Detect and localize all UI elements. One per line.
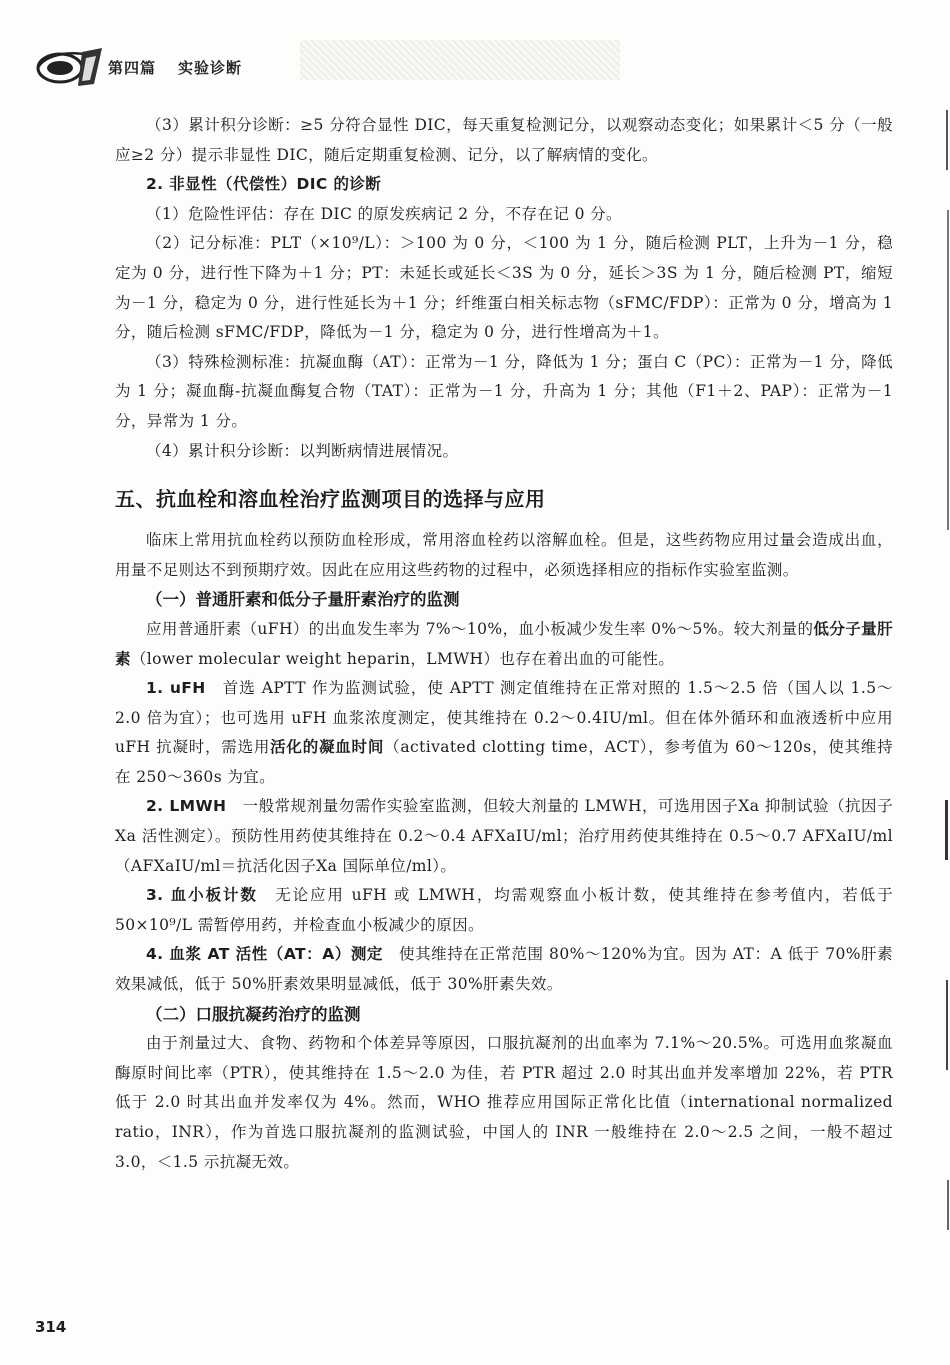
paragraph-ufh: 1. uFH 首选 APTT 作为监测试验，使 APTT 测定值维持在正常对照的 1.5～2.5 倍（国人以 1.5～2.0 倍为宜）；也可选用 uFH 血浆浓度测定，使其维持在 0.2～0.4IU/ml。但在体外循环和血液透析中应用 uFH 抗凝时，需选用活化的凝血时间（activated clotting time，ACT），参考值为 60～120s，使其维持在 250～360s 为宜。 [115,679,893,786]
paragraph-lmwh: 2. LMWH 一般常规剂量勿需作实验室监测，但较大剂量的 LMWH，可选用因子Ⅹa 抑制试验（抗因子Ⅹa 活性测定）。预防性用药使其维持在 0.2～0.4 AFⅩaIU/ml；治疗用药使其维持在 0.5～0.7 AFⅩaIU/ml（AFⅩaIU/ml＝抗活化因子Ⅹa 国际单位/ml）。 [115,797,893,875]
subheading-nonovert-dic: 2. 非显性（代偿性）DIC 的诊断 [146,175,382,194]
paragraph-section-intro: 临床上常用抗血栓药以预防血栓形成，常用溶血栓药以溶解血栓。但是，这些药物应用过量会造成出血，用量不足则达不到预期疗效。因此在应用这些药物的过程中，必须选择相应的指标作实验室监测。 [115,531,893,579]
paragraph-cumulative-score: （3）累计积分诊断：≥5 分符合显性 DIC，每天重复检测记分，以观察动态变化；如果累计＜5 分（一般应≥2 分）提示非显性 DIC，随后定期重复检测、记分，以了解病情的变化。 [115,116,893,164]
paragraph-special-tests: （3）特殊检测标准：抗凝血酶（AT）：正常为－1 分，降低为 1 分；蛋白 C（PC）：正常为－1 分，降低为 1 分；凝血酶-抗凝血酶复合物（TAT）：正常为－1 分，升高为 1 分；其他（F1＋2、PAP）：正常为－1 分，异常为 1 分。 [115,352,893,430]
book-series-logo-icon [34,44,104,88]
page-header [0,0,950,105]
paragraph-oral-anticoagulant: 由于剂量过大、食物、药物和个体差异等原因，口服抗凝剂的出血率为 7.1%～20.5%。可选用血浆凝血酶原时间比率（PTR），使其维持在 1.5～2.0 为佳，若 PTR 超过 2.0 时其出血并发率增加 22%，若 PTR 低于 2.0 时其出血并发率仅为 4%。然而，WHO 推荐应用国际正常化比值（international normalized ratio，INR），作为首选口服抗凝剂的监测试验，中国人的 INR 一般维持在 2.0～2.5 之间，一般不超过 3.0，＜1.5 示抗凝无效。 [115,1034,893,1171]
paragraph-risk-assessment: （1）危险性评估：存在 DIC 的原发疾病记 2 分，不存在记 0 分。 [146,204,622,223]
section-heading-antithrombotic: 五、抗血栓和溶血栓治疗监测项目的选择与应用 [115,487,546,512]
paragraph-scoring-criteria: （2）记分标准：PLT（×10⁹/L）：＞100 为 0 分，＜100 为 1 分，随后检测 PLT，上升为－1 分，稳定为 0 分，进行性下降为＋1 分；PT：未延长或延长＜3S 为 0 分，延长＞3S 为 1 分，随后检测 PT，缩短为－1 分，稳定为 0 分，进行性延长为＋1 分；纤维蛋白相关标志物（sFMC/FDP）：正常为 0 分，增高为 1 分，随后检测 sFMC/FDP，降低为－1 分，稳定为 0 分，进行性增高为＋1。 [115,234,893,342]
header-title [108,57,242,78]
scan-edge-marks [940,100,950,1250]
paragraph-at-activity: 4. 血浆 AT 活性（AT：A）测定 使其维持在正常范围 80%～120%为宜。因为 AT：A 低于 70%肝素效果减低，低于 50%肝素效果明显减低，低于 30%肝素失效。 [115,945,893,994]
page-number: 314 [35,1318,67,1336]
heading-oral-anticoagulant: （二）口服抗凝药治疗的监测 [146,1004,361,1024]
paragraph-cumulative-diagnosis: （4）累计积分诊断：以判断病情进展情况。 [146,441,459,460]
paragraph-platelet-count: 3. 血小板计数 无论应用 uFH 或 LMWH，均需观察血小板计数，使其维持在参考值内，若低于 50×10⁹/L 需暂停用药，并检查血小板减少的原因。 [115,886,893,934]
header-part: 第四篇 [108,59,157,77]
paragraph-heparin-intro: 应用普通肝素（uFH）的出血发生率为 7%～10%，血小板减少发生率 0%～5%。较大剂量的低分子量肝素（lower molecular weight heparin，LMWH）也存在着出血的可能性。 [115,619,893,668]
page-body [115,111,893,1177]
heading-heparin-monitoring: （一）普通肝素和低分子量肝素治疗的监测 [146,590,460,610]
header-section: 实验诊断 [178,59,243,77]
header-texture [300,40,620,80]
